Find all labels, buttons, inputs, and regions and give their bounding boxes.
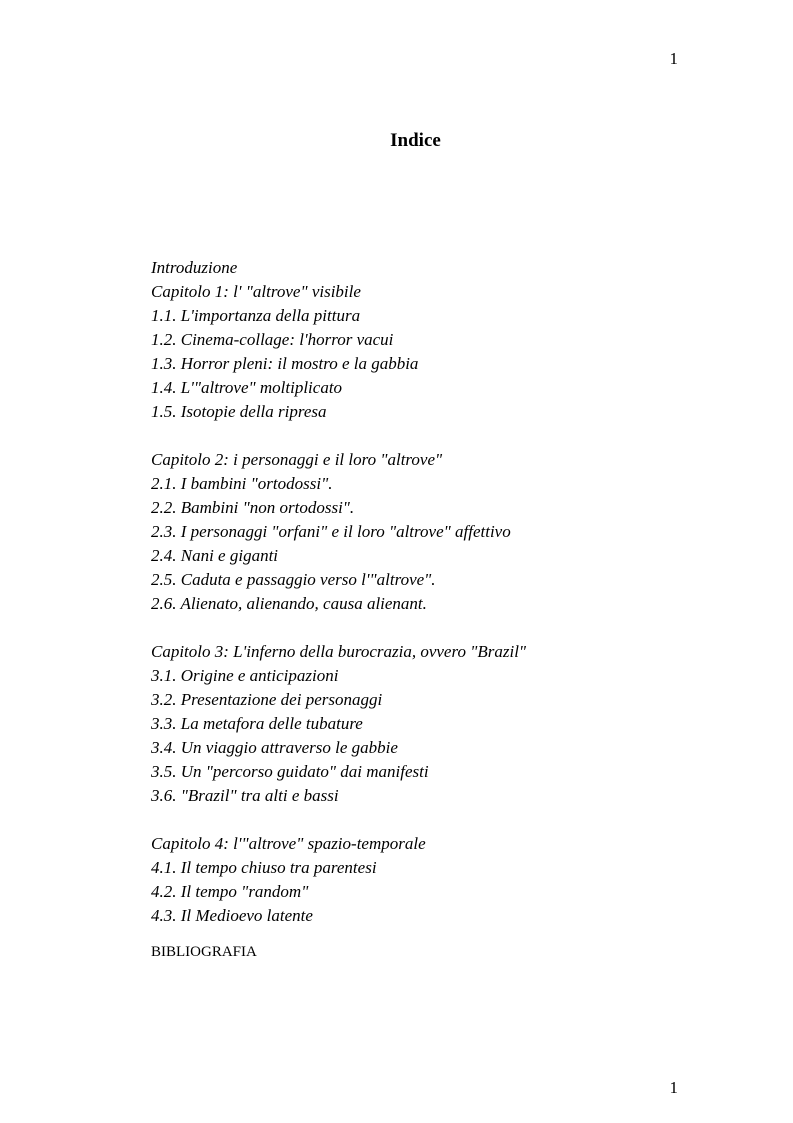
- toc-entry[interactable]: 3.2. Presentazione dei personaggi: [151, 690, 383, 709]
- toc-entry[interactable]: 3.6. "Brazil" tra alti e bassi: [151, 786, 339, 805]
- table-of-contents: [151, 256, 711, 952]
- toc-entry[interactable]: 1.2. Cinema-collage: l'horror vacui: [151, 330, 394, 349]
- toc-entry[interactable]: 4.3. Il Medioevo latente: [151, 906, 313, 925]
- toc-entry[interactable]: Capitolo 1: l' "altrove" visibile: [151, 282, 361, 301]
- toc-entry[interactable]: Introduzione: [151, 258, 238, 277]
- toc-entry[interactable]: 2.1. I bambini "ortodossi".: [151, 474, 333, 493]
- toc-entry[interactable]: 2.2. Bambini "non ortodossi".: [151, 498, 355, 517]
- page-number-bottom: 1: [669, 1078, 678, 1097]
- page-number-top: 1: [669, 49, 678, 68]
- toc-section-intro-chapter-1: [151, 256, 711, 424]
- toc-entry[interactable]: 2.5. Caduta e passaggio verso l'"altrove".: [151, 570, 436, 589]
- toc-entry[interactable]: Capitolo 2: i personaggi e il loro "altrove": [151, 450, 443, 469]
- page-title: Indice: [390, 130, 441, 151]
- toc-entry[interactable]: Capitolo 4: l'"altrove" spazio-temporale: [151, 834, 426, 853]
- toc-entry[interactable]: 3.1. Origine e anticipazioni: [151, 666, 339, 685]
- toc-entry[interactable]: 4.2. Il tempo "random": [151, 882, 309, 901]
- toc-entry[interactable]: 1.3. Horror pleni: il mostro e la gabbia: [151, 354, 419, 373]
- toc-entry[interactable]: 1.1. L'importanza della pittura: [151, 306, 361, 325]
- bibliography-entry[interactable]: BIBLIOGRAFIA: [151, 944, 257, 960]
- toc-entry[interactable]: 2.3. I personaggi "orfani" e il loro "altrove" affettivo: [151, 522, 511, 541]
- toc-entry[interactable]: 2.4. Nani e giganti: [151, 546, 279, 565]
- toc-entry[interactable]: 4.1. Il tempo chiuso tra parentesi: [151, 858, 377, 877]
- toc-entry[interactable]: 3.3. La metafora delle tubature: [151, 714, 363, 733]
- toc-entry[interactable]: 1.5. Isotopie della ripresa: [151, 402, 327, 421]
- toc-entry[interactable]: 3.5. Un "percorso guidato" dai manifesti: [151, 762, 429, 781]
- toc-entry[interactable]: 3.4. Un viaggio attraverso le gabbie: [151, 738, 398, 757]
- toc-entry[interactable]: 2.6. Alienato, alienando, causa alienant.: [151, 594, 427, 613]
- toc-section-chapter-2: [151, 448, 711, 616]
- toc-entry[interactable]: Capitolo 3: L'inferno della burocrazia, ovvero "Brazil": [151, 642, 527, 661]
- toc-section-chapter-4: [151, 832, 711, 928]
- toc-entry[interactable]: 1.4. L'"altrove" moltiplicato: [151, 378, 343, 397]
- toc-section-chapter-3: [151, 640, 711, 808]
